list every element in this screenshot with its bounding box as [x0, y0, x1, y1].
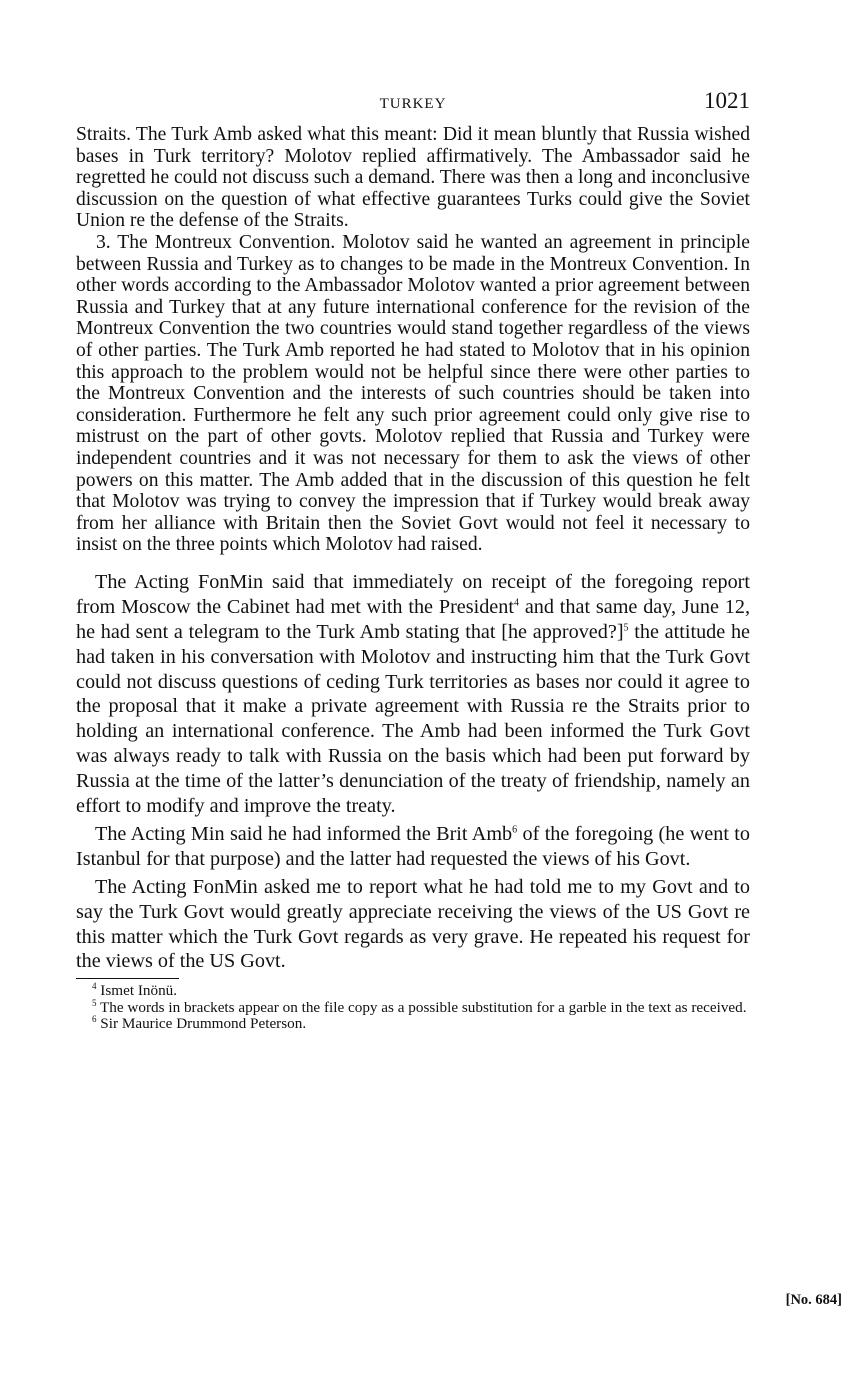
body-paragraph-2: [76, 822, 750, 872]
body-paragraph-1-part-b: and that same day, June 12, he had sent a telegram to the Turk Amb stating that [he approved?]: [76, 595, 750, 643]
footnote-text: Sir Maurice Drummond Peterson.: [96, 1015, 307, 1033]
quote-paragraph-1: Straits. The Turk Amb asked what this meant: Did it mean bluntly that Russia wished bases in Turk territory? Molotov replied affirmatively. The Ambassador said he regretted he could not discuss such a demand. There was then a long and inconclusive discussion on the question of what effective guarantees Turks could give the Soviet Union re the defense of the Straits.: [76, 124, 750, 232]
footnote-4: [76, 983, 750, 999]
body-text: [76, 570, 750, 975]
footnotes: [76, 983, 750, 1032]
body-paragraph-2-part-a: The Acting Min said he had informed the Brit Amb: [95, 822, 513, 845]
footnote-divider: [76, 978, 179, 979]
document-number: [No. 684]: [785, 1292, 842, 1308]
footnote-ref-5: 5: [623, 621, 629, 633]
body-paragraph-1-part-a: The Acting FonMin said that immediately on receipt of the foregoing report from Moscow the Cabinet had met with the President: [76, 570, 750, 618]
quote-paragraph-2: 3. The Montreux Convention. Molotov said he wanted an agreement in principle between Russia and Turkey as to changes to be made in the Montreux Convention. In other words according to the Ambassador Molotov wanted a prior agreement between Russia and Turkey that at any future international conference for the revision of the Montreux Convention the two countries would stand together regardless of the views of other parties. The Turk Amb reported he had stated to Molotov that in his opinion this approach to the problem would not be helpful since there were other parties to the Montreux Convention and the interests of such countries should be taken into consideration. Furthermore he felt any such prior agreement could only give rise to mistrust on the part of other govts. Molotov replied that Russia and Turkey were independent countries and it was not necessary for them to ask the views of other powers on this matter. The Amb added that in the discussion of this question he felt that Molotov was trying to convey the impression that if Turkey would break away from her alliance with Britain then the Soviet Govt would not feel it necessary to insist on the three points which Molotov had raised.: [76, 231, 750, 556]
quoted-report: [76, 124, 750, 556]
page-number: 1021: [704, 88, 750, 113]
footnote-5: [76, 997, 750, 1016]
footnote-mark: 6: [92, 1014, 97, 1025]
body-paragraph-1-part-c: the attitude he had taken in his conversation with Molotov and instructing him that the Turk Govt could not discuss questions of ceding Turk territories as bases nor could it agree to the proposal that it make a private agreement with Russia re the Straits prior to holding an international conference. The Amb had been informed the Turk Govt was always ready to talk with Russia on the basis which had been put forward by Russia at the time of the latter’s denunciation of the treaty of friendship, namely an effort to modify and improve the treaty.: [76, 620, 751, 818]
footnote-text: Ismet Inönü.: [96, 982, 178, 1000]
footnote-mark: 4: [92, 981, 97, 992]
body-paragraph-2-part-b: of the foregoing (he went to Istanbul for that purpose) and the latter had requested the views of his Govt.: [76, 822, 750, 870]
footnote-ref-6: 6: [512, 824, 518, 836]
footnote-mark: 5: [92, 997, 97, 1008]
page: [76, 88, 750, 1033]
footnote-6: [76, 1016, 750, 1032]
running-title: TURKEY: [379, 96, 447, 112]
footnote-text: The words in brackets appear on the file copy as a possible substitution for a garble in the text as received.: [96, 998, 747, 1016]
body-paragraph-3: The Acting FonMin asked me to report what he had told me to my Govt and to say the Turk Govt would greatly appreciate receiving the views of the US Govt re this matter which the Turk Govt regards as very grave. He repeated his request for the views of the US Govt.: [76, 875, 750, 973]
footnote-ref-4: 4: [513, 597, 519, 609]
body-paragraph-1: [76, 570, 750, 819]
running-header: [76, 88, 750, 122]
